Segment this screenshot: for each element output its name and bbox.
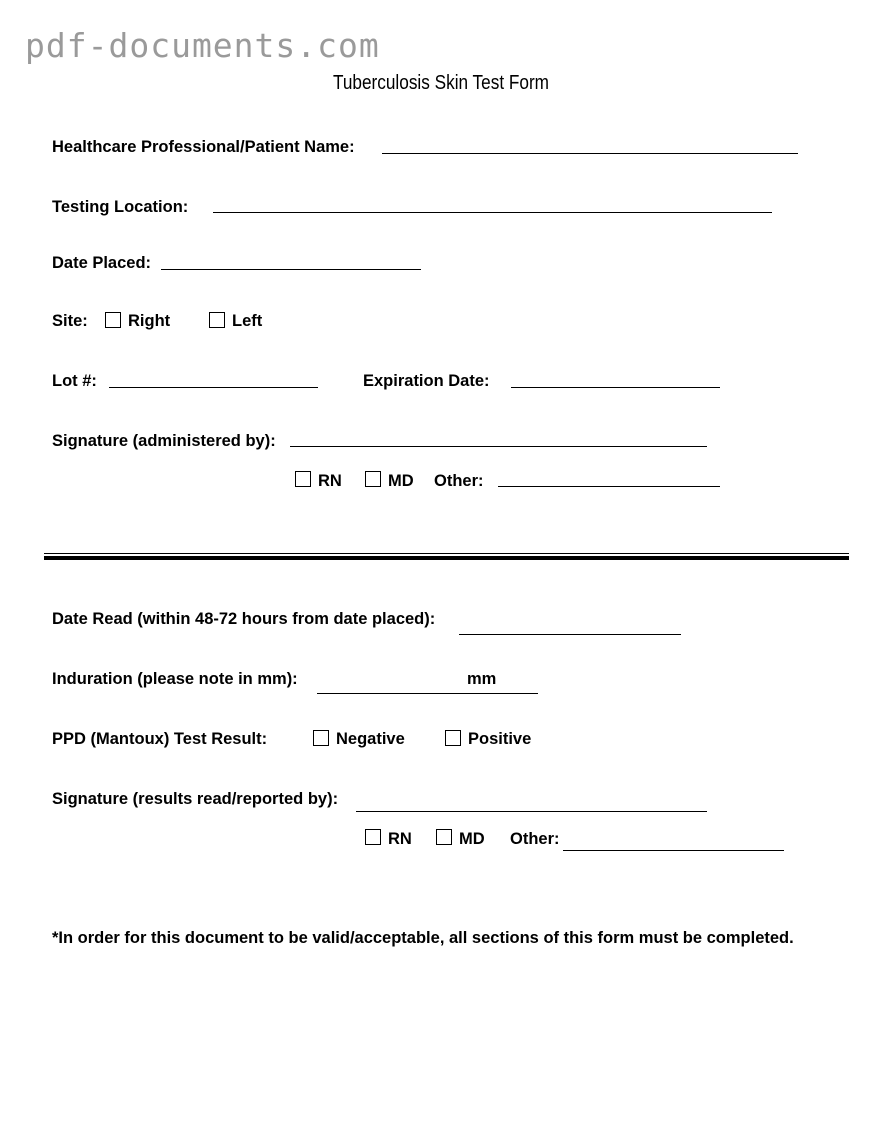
admin-md-label: MD — [388, 472, 414, 490]
read-md-checkbox[interactable] — [436, 829, 452, 845]
footnote: *In order for this document to be valid/acceptable, all sections of this form must be completed. — [52, 929, 794, 947]
ppd-result-label: PPD (Mantoux) Test Result: — [52, 730, 268, 748]
section-divider-thick — [44, 556, 849, 560]
date-read-field[interactable] — [459, 634, 681, 635]
induration-unit: mm — [467, 670, 497, 688]
testing-location-field[interactable] — [213, 212, 772, 213]
date-placed-field[interactable] — [161, 269, 421, 270]
read-other-label: Other: — [510, 830, 560, 848]
form-title: Tuberculosis Skin Test Form — [332, 72, 550, 94]
admin-other-label: Other: — [434, 472, 484, 490]
read-rn-checkbox[interactable] — [365, 829, 381, 845]
read-other-field[interactable] — [563, 850, 784, 851]
site-right-label: Right — [128, 312, 171, 330]
lot-label: Lot #: — [52, 372, 97, 390]
ppd-positive-label: Positive — [468, 730, 532, 748]
signature-administered-label: Signature (administered by): — [52, 432, 276, 450]
ppd-negative-label: Negative — [336, 730, 405, 748]
admin-rn-label: RN — [318, 472, 342, 490]
admin-rn-checkbox[interactable] — [295, 471, 311, 487]
site-right-checkbox[interactable] — [105, 312, 121, 328]
site-left-checkbox[interactable] — [209, 312, 225, 328]
date-placed-label: Date Placed: — [52, 254, 152, 272]
lot-field[interactable] — [109, 387, 318, 388]
watermark-text: pdf-documents.com — [25, 26, 380, 65]
admin-other-field[interactable] — [498, 486, 720, 487]
date-read-label: Date Read (within 48-72 hours from date placed): — [52, 610, 436, 628]
signature-administered-field[interactable] — [290, 446, 707, 447]
expiration-date-field[interactable] — [511, 387, 720, 388]
induration-label: Induration (please note in mm): — [52, 670, 298, 688]
section-divider-thin — [44, 553, 849, 554]
ppd-positive-checkbox[interactable] — [445, 730, 461, 746]
admin-md-checkbox[interactable] — [365, 471, 381, 487]
signature-read-label: Signature (results read/reported by): — [52, 790, 339, 808]
site-left-label: Left — [232, 312, 263, 330]
testing-location-label: Testing Location: — [52, 198, 189, 216]
signature-read-field[interactable] — [356, 811, 707, 812]
read-md-label: MD — [459, 830, 485, 848]
name-field[interactable] — [382, 153, 798, 154]
expiration-date-label: Expiration Date: — [363, 372, 490, 390]
induration-field[interactable] — [317, 693, 538, 694]
name-label: Healthcare Professional/Patient Name: — [52, 138, 355, 156]
ppd-negative-checkbox[interactable] — [313, 730, 329, 746]
site-label: Site: — [52, 312, 88, 330]
read-rn-label: RN — [388, 830, 412, 848]
